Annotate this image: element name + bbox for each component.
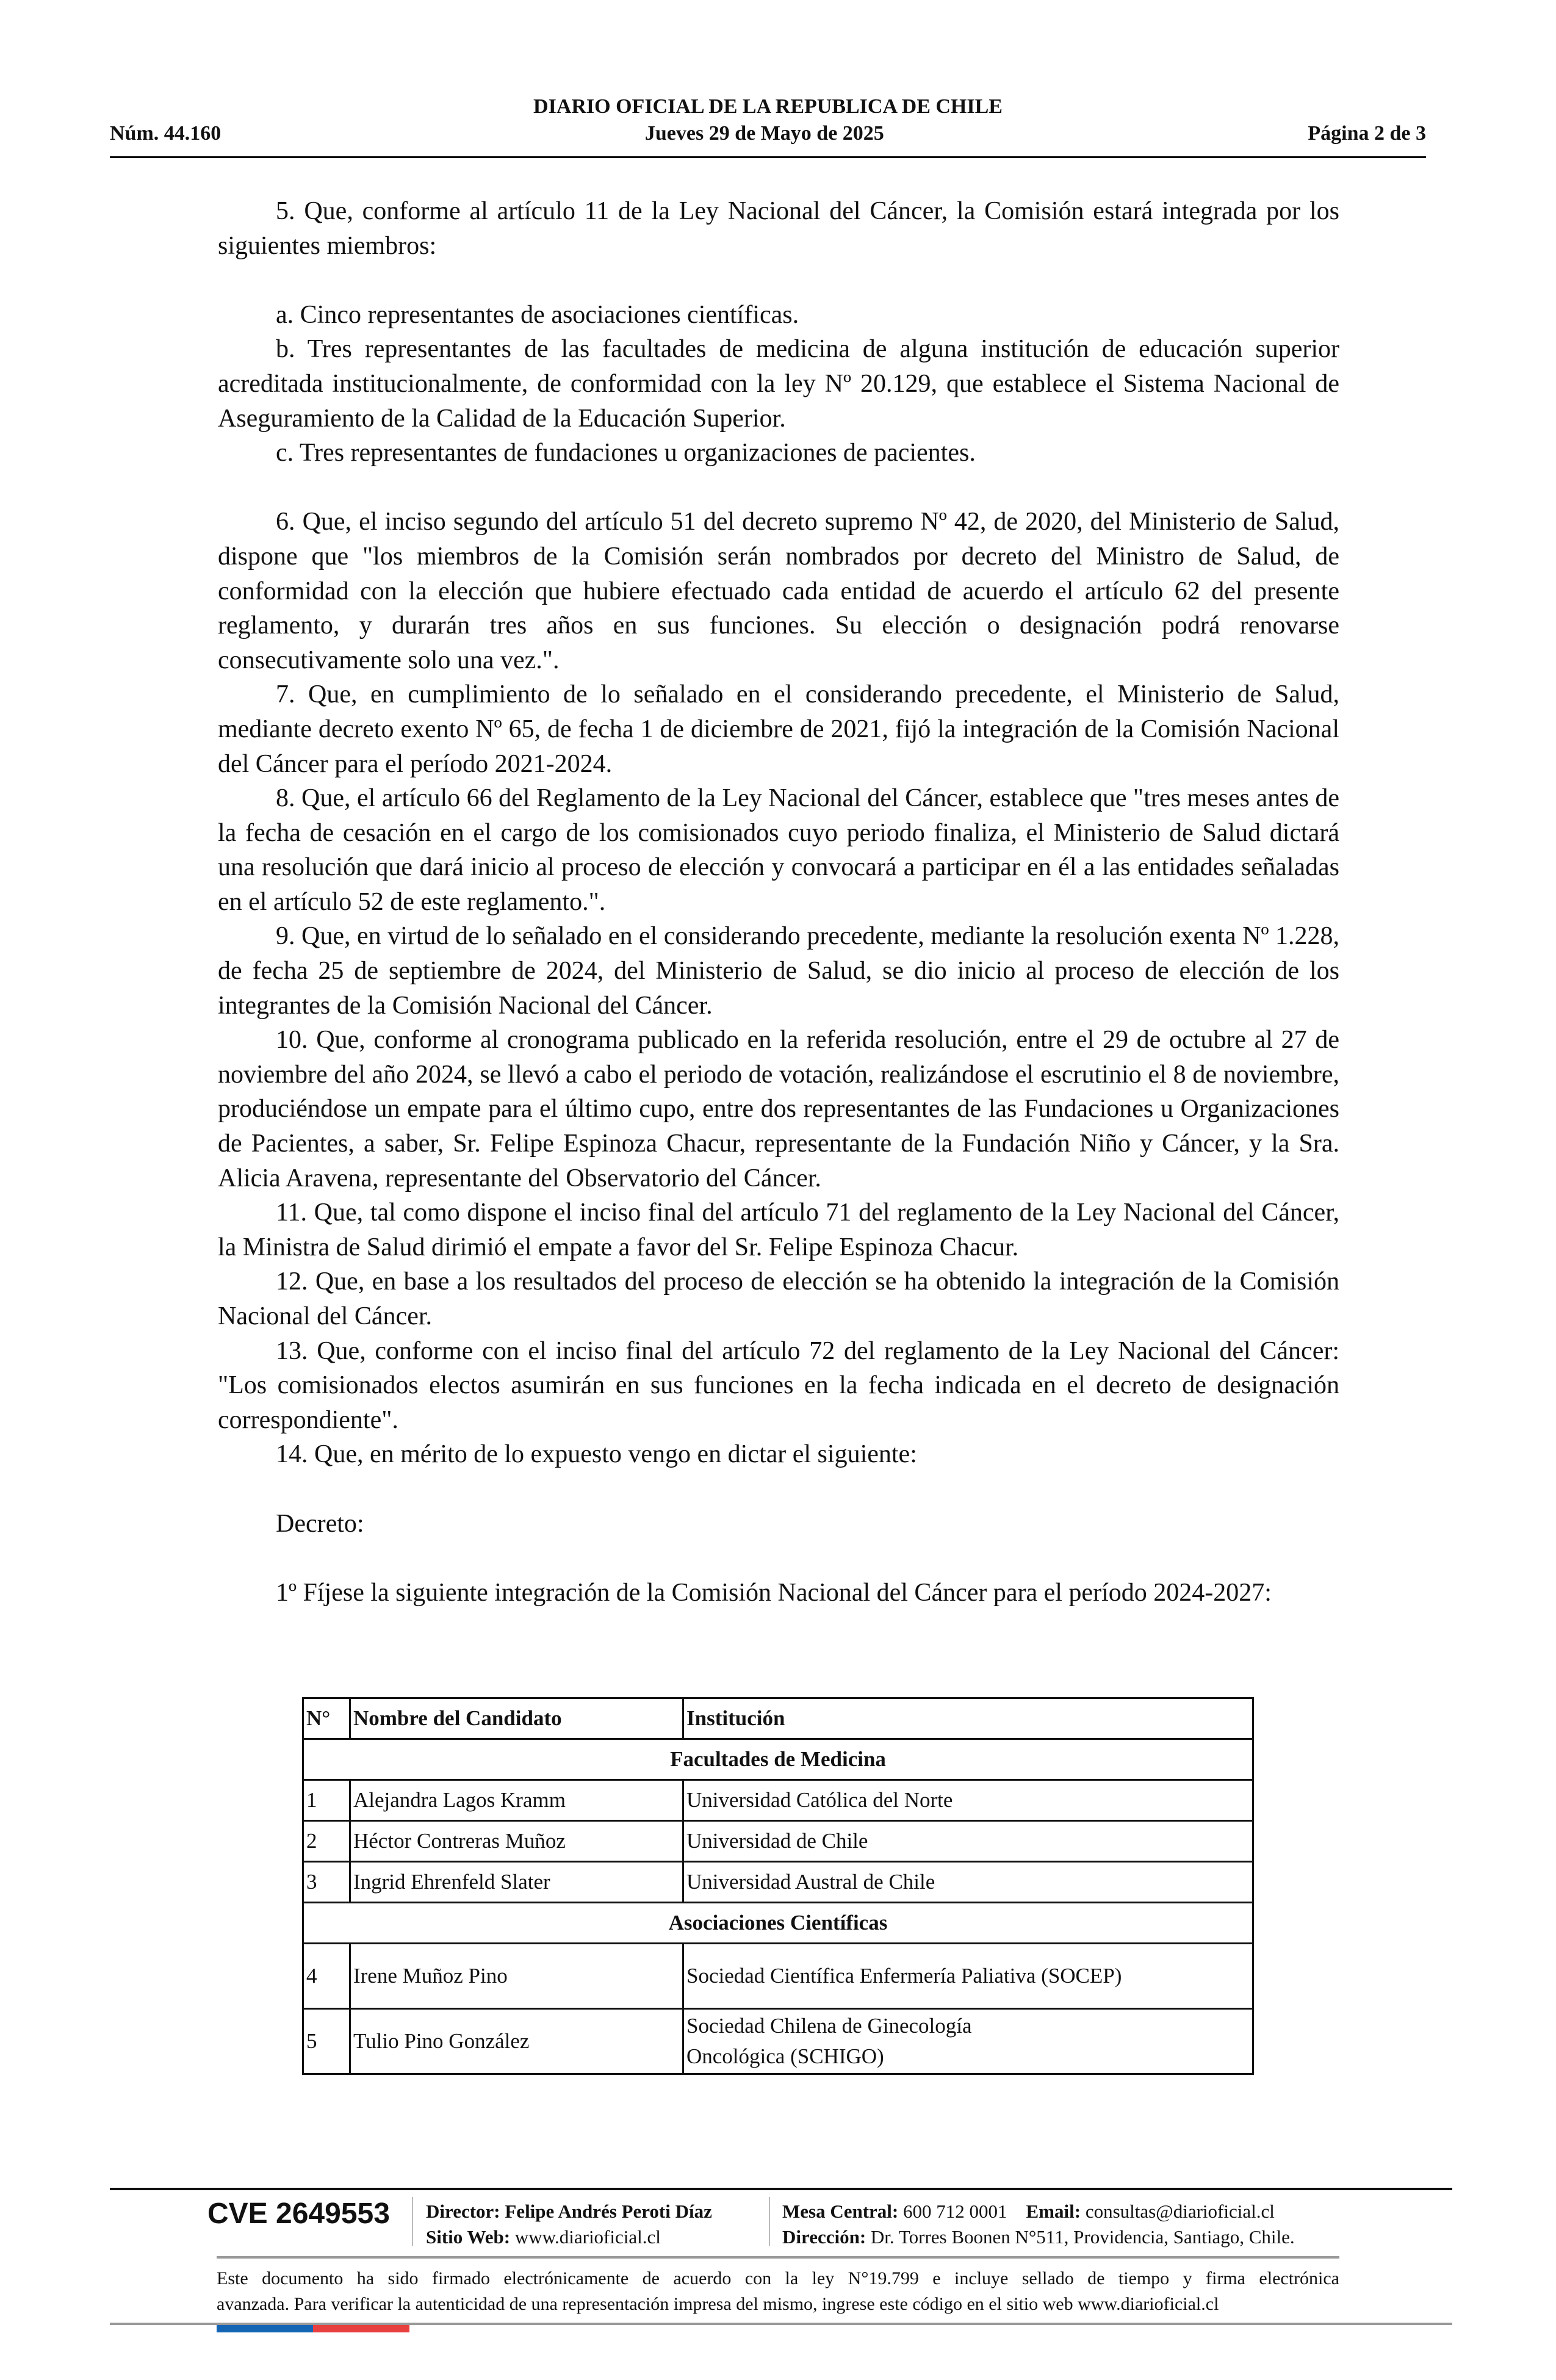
section-row: Asociaciones Científicas <box>303 1903 1253 1944</box>
issue-date: Jueves 29 de Mayo de 2025 <box>644 122 884 145</box>
cell-number: 4 <box>303 1944 350 2009</box>
address-label: Dirección: <box>782 2226 866 2248</box>
footer-divider <box>217 2256 1339 2259</box>
disclaimer-line: avanzada. Para verificar la autenticidad de una representación impresa del mismo, ingrese este código en el sitio web www.diarioficial.cl <box>217 2294 1219 2314</box>
web-label: Sitio Web: <box>426 2226 511 2248</box>
newspaper-title: DIARIO OFICIAL DE LA REPUBLICA DE CHILE <box>533 95 1003 118</box>
footer-director <box>426 2199 712 2250</box>
cell-institution: Universidad de Chile <box>683 1821 1253 1862</box>
section-row: Facultades de Medicina <box>303 1739 1253 1780</box>
website-link[interactable]: www.diarioficial.cl <box>514 2226 661 2248</box>
cell-name: Tulio Pino González <box>350 2009 683 2074</box>
paragraph: 5. Que, conforme al artículo 11 de la Ley Nacional del Cáncer, la Comisión estará integrada por los siguientes miembros: <box>218 197 1339 260</box>
col-number: N° <box>303 1698 350 1739</box>
disclaimer <box>217 2266 1339 2317</box>
email-link[interactable]: consultas@diarioficial.cl <box>1085 2201 1275 2222</box>
paragraph: 8. Que, el artículo 66 del Reglamento de la Ley Nacional del Cáncer, establece que "tres meses antes de la fecha de cesación en el cargo de los comisionados cuyo periodo finaliza, el Ministerio de Salud dictará una resolución que dará inicio al proceso de elección y convocará a participar en él a las entidades señaladas en el artículo 52 de este reglamento.". <box>218 784 1339 916</box>
paragraph: 10. Que, conforme al cronograma publicado en la referida resolución, entre el 29 de octubre al 27 de noviembre del año 2024, se llevó a cabo el periodo de votación, realizándose el escrutinio el 8 de noviembre, produciéndose un empate para el último cupo, entre dos representantes de las Fundaciones u Organizaciones de Pacientes, a saber, Sr. Felipe Espinoza Chacur, representante de la Fundación Niño y Cáncer, y la Sra. Alicia Aravena, representante del Observatorio del Cáncer. <box>218 1026 1339 1192</box>
paragraph: 1º Fíjese la siguiente integración de la Comisión Nacional del Cáncer para el período 2024-2027: <box>276 1578 1272 1607</box>
cell-number: 5 <box>303 2009 350 2074</box>
institution-line: Oncológica (SCHIGO) <box>686 2044 884 2068</box>
footer-separator <box>412 2197 413 2246</box>
paragraph: 6. Que, el inciso segundo del artículo 51 del decreto supremo Nº 42, de 2020, del Ministerio de Salud, dispone que "los miembros de la Comisión serán nombrados por decreto del Ministro de Salud, de conformidad con la elección que hubiere efectuado cada entidad de acuerdo el artículo 62 del presente reglamento, y durarán tres años en sus funciones. Su elección o designación podrá renovarse consecutivamente solo una vez.". <box>218 508 1339 674</box>
cell-name: Alejandra Lagos Kramm <box>350 1780 683 1821</box>
cell-name: Irene Muñoz Pino <box>350 1944 683 2009</box>
footer-contact <box>782 2199 1295 2250</box>
flag-bar-blue <box>217 2325 313 2332</box>
cve-code: CVE 2649553 <box>207 2198 390 2230</box>
issue-number: Núm. 44.160 <box>110 122 222 145</box>
header-info <box>110 122 1426 145</box>
paragraph: c. Tres representantes de fundaciones u organizaciones de pacientes. <box>276 439 976 467</box>
paragraph: 13. Que, conforme con el inciso final del artículo 72 del reglamento de la Ley Nacional del Cáncer: "Los comisionados electos asumirán en sus funciones en la fecha indicada en el decreto de designación correspondiente". <box>218 1336 1339 1434</box>
col-name: Nombre del Candidato <box>350 1698 683 1739</box>
page-number: Página 2 de 3 <box>1308 122 1426 145</box>
email-label: Email: <box>1026 2201 1081 2222</box>
footer-separator <box>769 2197 770 2246</box>
commission-table <box>302 1697 1254 2075</box>
cell-number: 2 <box>303 1821 350 1862</box>
cell-number: 1 <box>303 1780 350 1821</box>
table-header-row <box>303 1698 1253 1739</box>
table-row <box>303 1780 1253 1821</box>
paragraph: 7. Que, en cumplimiento de lo señalado en el considerando precedente, el Ministerio de Salud, mediante decreto exento Nº 65, de fecha 1 de diciembre de 2021, fijó la integración de la Comisión Nacional del Cáncer para el período 2021-2024. <box>218 680 1339 778</box>
paragraph: b. Tres representantes de las facultades de medicina de alguna institución de educación superior acreditada institucionalmente, de conformidad con la ley Nº 20.129, que establece el Sistema Nacional de Aseguramiento de la Calidad de la Educación Superior. <box>218 335 1339 433</box>
disclaimer-line: Este documento ha sido firmado electrónicamente de acuerdo con la ley N°19.799 e incluye sellado de tiempo y firma electrónica <box>217 2268 1339 2288</box>
flag-bar-red <box>313 2325 409 2332</box>
institution-line: Sociedad Chilena de Ginecología <box>686 2014 972 2038</box>
mesa-label: Mesa Central: <box>782 2201 899 2222</box>
footer-divider <box>110 2188 1452 2190</box>
paragraph: 12. Que, en base a los resultados del proceso de elección se ha obtenido la integración de la Comisión Nacional del Cáncer. <box>218 1268 1339 1330</box>
header-divider <box>110 156 1426 158</box>
table-row <box>303 1944 1253 2009</box>
cell-institution: Universidad Católica del Norte <box>683 1780 1253 1821</box>
table-row <box>303 2009 1253 2074</box>
director-label: Director: <box>426 2201 500 2222</box>
document-body <box>218 194 1339 1610</box>
table-row <box>303 1821 1253 1862</box>
paragraph: 14. Que, en mérito de lo expuesto vengo en dictar el siguiente: <box>276 1440 917 1469</box>
cell-institution <box>683 2009 1253 2074</box>
address: Dr. Torres Boonen N°511, Providencia, Santiago, Chile. <box>870 2226 1295 2248</box>
table-row <box>303 1862 1253 1903</box>
cell-institution: Universidad Austral de Chile <box>683 1862 1253 1903</box>
paragraph: 9. Que, en virtud de lo señalado en el considerando precedente, mediante la resolución exenta Nº 1.228, de fecha 25 de septiembre de 2024, del Ministerio de Salud, se dio inicio al proceso de elección de los integrantes de la Comisión Nacional del Cáncer. <box>218 922 1339 1020</box>
director-name: Felipe Andrés Peroti Díaz <box>505 2201 712 2222</box>
col-institution: Institución <box>683 1698 1253 1739</box>
cell-name: Ingrid Ehrenfeld Slater <box>350 1862 683 1903</box>
decree-heading: Decreto: <box>276 1509 364 1538</box>
paragraph: 11. Que, tal como dispone el inciso final del artículo 71 del reglamento de la Ley Nacional del Cáncer, la Ministra de Salud dirimió el empate a favor del Sr. Felipe Espinoza Chacur. <box>218 1199 1339 1261</box>
paragraph: a. Cinco representantes de asociaciones científicas. <box>276 300 799 329</box>
cell-number: 3 <box>303 1862 350 1903</box>
cell-name: Héctor Contreras Muñoz <box>350 1821 683 1862</box>
cell-institution: Sociedad Científica Enfermería Paliativa (SOCEP) <box>683 1944 1253 2009</box>
phone: 600 712 0001 <box>903 2201 1007 2222</box>
